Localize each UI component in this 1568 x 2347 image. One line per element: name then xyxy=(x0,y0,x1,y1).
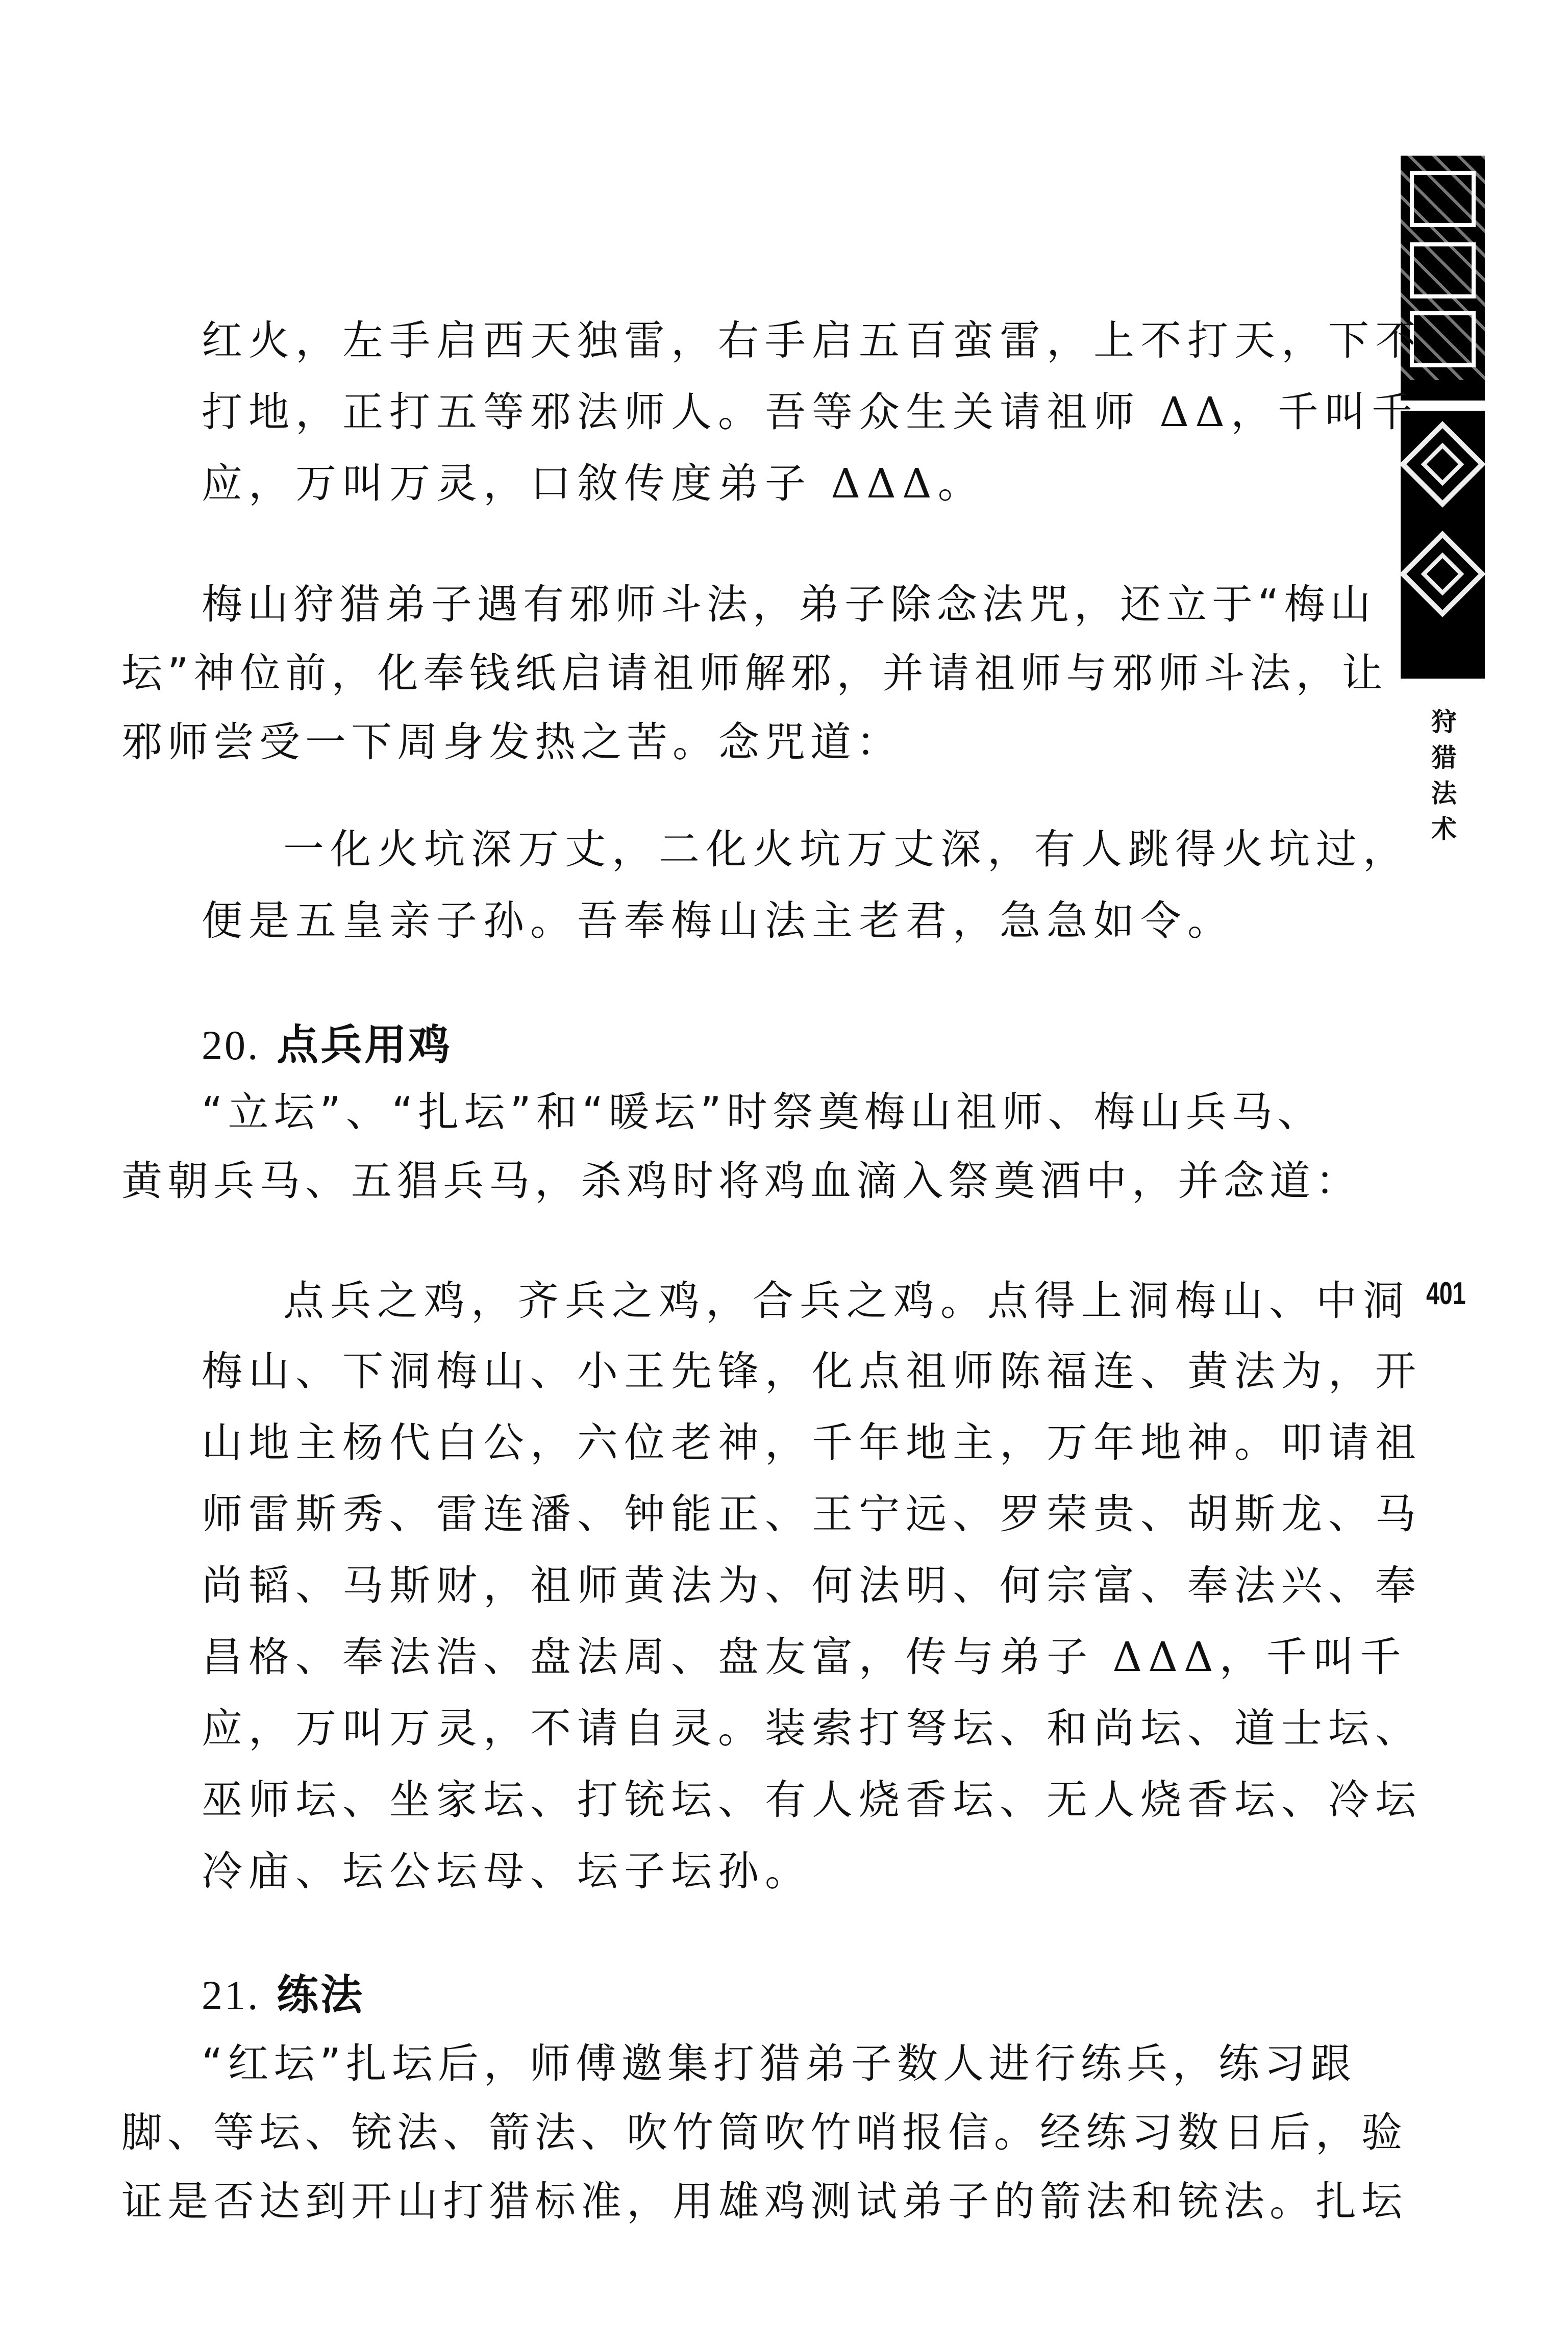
section-title: 点兵用鸡 xyxy=(277,1021,453,1069)
text-line: 一化火坑深万丈，二化火坑万丈深，有人跳得火坑过， xyxy=(283,826,1410,873)
section-title: 练法 xyxy=(277,1971,365,2019)
section-number: 20. xyxy=(202,1022,260,1068)
text-line: 尚韬、马斯财，祖师黄法为、何法明、何宗富、奉法兴、奉 xyxy=(202,1562,1422,1609)
section-number: 21. xyxy=(202,1972,260,2018)
text-line: 坛”神位前，化奉钱纸启请祖师解邪，并请祖师与邪师斗法，让 xyxy=(121,650,1388,697)
text-line: 邪师尝受一下周身发热之苦。念咒道： xyxy=(121,718,902,766)
text-line: 便是五皇亲子孙。吾奉梅山法主老君，急急如令。 xyxy=(202,897,1234,944)
running-head-label: 狩猎法术 xyxy=(1431,707,1457,844)
text-line: 黄朝兵马、五猖兵马，杀鸡时将鸡血滴入祭奠酒中，并念道： xyxy=(121,1157,1361,1205)
text-line: 梅山狩猎弟子遇有邪师斗法，弟子除念法咒，还立于“梅山 xyxy=(202,581,1376,628)
text-line: 红火，左手启西天独雷，右手启五百蛮雷，上不打天，下不 xyxy=(202,317,1422,364)
text-line: 应，万叫万灵，口敘传度弟子 ΔΔΔ。 xyxy=(202,460,985,507)
section-heading xyxy=(202,1971,365,2019)
ornament-box xyxy=(1410,242,1476,298)
text-line: 巫师坛、坐家坛、打铳坛、有人烧香坛、无人烧香坛、冷坛 xyxy=(202,1776,1422,1824)
text-line: 山地主杨代白公，六位老神，千年地主，万年地神。叩请祖 xyxy=(202,1419,1422,1466)
text-line: 昌格、奉法浩、盘法周、盘友富，传与弟子 ΔΔΔ，千叫千 xyxy=(202,1633,1407,1681)
page-number: 401 xyxy=(1426,1276,1466,1311)
text-line: 脚、等坛、铳法、箭法、吹竹筒吹竹哨报信。经练习数日后，验 xyxy=(121,2109,1407,2156)
section-heading xyxy=(202,1021,453,1069)
text-line: “红坛”扎坛后，师傅邀集打猎弟子数人进行练兵，练习跟 xyxy=(202,2040,1356,2087)
text-line: 点兵之鸡，齐兵之鸡，合兵之鸡。点得上洞梅山、中洞 xyxy=(283,1277,1410,1325)
text-line: 师雷斯秀、雷连潘、钟能正、王宁远、罗荣贵、胡斯龙、马 xyxy=(202,1490,1422,1538)
text-line: 冷庙、坛公坛母、坛子坛孙。 xyxy=(202,1847,812,1895)
text-line: 应，万叫万灵，不请自灵。装索打弩坛、和尚坛、道士坛、 xyxy=(202,1705,1422,1752)
text-line: 证是否达到开山打猎标准，用雄鸡测试弟子的箭法和铳法。扎坛 xyxy=(121,2178,1407,2225)
text-line: “立坛”、“扎坛”和“暖坛”时祭奠梅山祖师、梅山兵马、 xyxy=(202,1088,1324,1136)
ornament-box xyxy=(1410,171,1476,227)
text-line: 打地，正打五等邪法师人。吾等众生关请祖师 ΔΔ，千叫千 xyxy=(202,388,1418,436)
text-line: 梅山、下洞梅山、小王先锋，化点祖师陈福连、黄法为，开 xyxy=(202,1347,1422,1395)
